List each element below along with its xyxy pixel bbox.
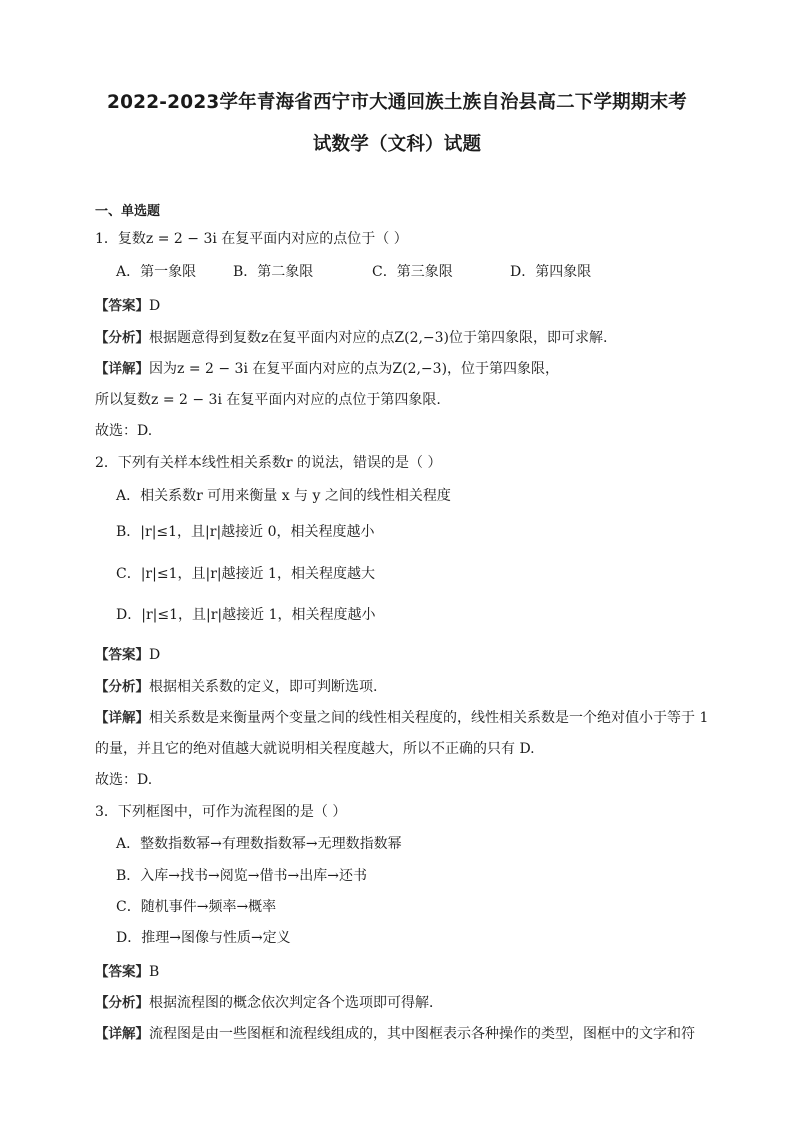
q2-analysis: 根据相关系数的定义，即可判断选项. [149,679,378,695]
detail-tag: 【详解】 [95,710,149,726]
q1-choose: 故选：D. [95,423,153,439]
q2-answer-row [95,645,160,665]
q2-detail: 相关系数是来衡量两个变量之间的线性相关程度的，线性相关系数是一个绝对值小于等于 1 [149,710,709,726]
q3-option-a: A．整数指数幂→有理数指数幂→无理数指数幂 [116,836,402,852]
q3-answer: B [149,964,160,980]
analysis-tag: 【分析】 [95,995,149,1011]
q1-detail: 因为z = 2 − 3i 在复平面内对应的点为Z(2,−3)，位于第四象限， [149,361,560,377]
q3-option-c: C．随机事件→频率→概率 [116,899,277,915]
q1-analysis: 根据题意得到复数z在复平面内对应的点Z(2,−3)位于第四象限，即可求解. [149,330,608,346]
q1-option-d: D．第四象限 [510,264,592,280]
q3-detail: 流程图是由一些图框和流程线组成的，其中图框表示各种操作的类型，图框中的文字和符 [149,1026,695,1042]
q1-analysis-row [95,328,607,348]
q2-option-c: C．|r|≤1，且|r|越接近 1，相关程度越大 [116,566,375,582]
q3-stem: 3．下列框图中，可作为流程图的是（ ） [95,804,347,820]
detail-tag: 【详解】 [95,1026,149,1042]
q1-answer-row [95,296,160,316]
q2-detail-row [95,708,708,728]
analysis-tag: 【分析】 [95,679,149,695]
section-heading: 一、单选题 [95,204,161,219]
q2-option-b: B．|r|≤1，且|r|越接近 0，相关程度越小 [116,524,375,540]
q1-option-b: B．第二象限 [233,264,314,280]
q1-stem: 1．复数z = 2 − 3i 在复平面内对应的点位于（ ） [95,231,408,247]
detail-tag: 【详解】 [95,361,149,377]
q1-option-c: C．第三象限 [372,264,453,280]
q1-option-a: A．第一象限 [116,264,197,280]
q2-stem: 2．下列有关样本线性相关系数r 的说法，错误的是（ ） [95,455,442,471]
analysis-tag: 【分析】 [95,330,149,346]
answer-tag: 【答案】 [95,298,149,314]
q3-analysis-row [95,993,443,1013]
q2-answer: D [149,647,161,663]
q2-option-d: D．|r|≤1，且|r|越接近 1，相关程度越小 [116,607,376,623]
q1-detail-continued: 所以复数z = 2 − 3i 在复平面内对应的点位于第四象限. [95,392,441,408]
q3-analysis: 根据流程图的概念依次判定各个选项即可得解． [149,995,443,1011]
q2-analysis-row [95,677,377,697]
q1-detail-row [95,359,559,379]
answer-tag: 【答案】 [95,647,149,663]
doc-title-line2: 试数学（文科）试题 [312,134,482,155]
q2-option-a: A．相关系数r 可用来衡量 x 与 y 之间的线性相关程度 [116,488,451,504]
q3-option-b: B．入库→找书→阅览→借书→出库→还书 [116,868,367,884]
q1-answer: D [149,298,161,314]
q3-detail-row [95,1024,695,1044]
q3-answer-row [95,962,159,982]
q3-option-d: D．推理→图像与性质→定义 [116,930,291,946]
answer-tag: 【答案】 [95,964,149,980]
doc-title-line1: 2022-2023学年青海省西宁市大通回族土族自治县高二下学期期末考 [107,92,687,113]
q2-detail-continued: 的量，并且它的绝对值越大就说明相关程度越大，所以不正确的只有 D. [95,741,535,757]
q2-choose: 故选：D. [95,772,153,788]
